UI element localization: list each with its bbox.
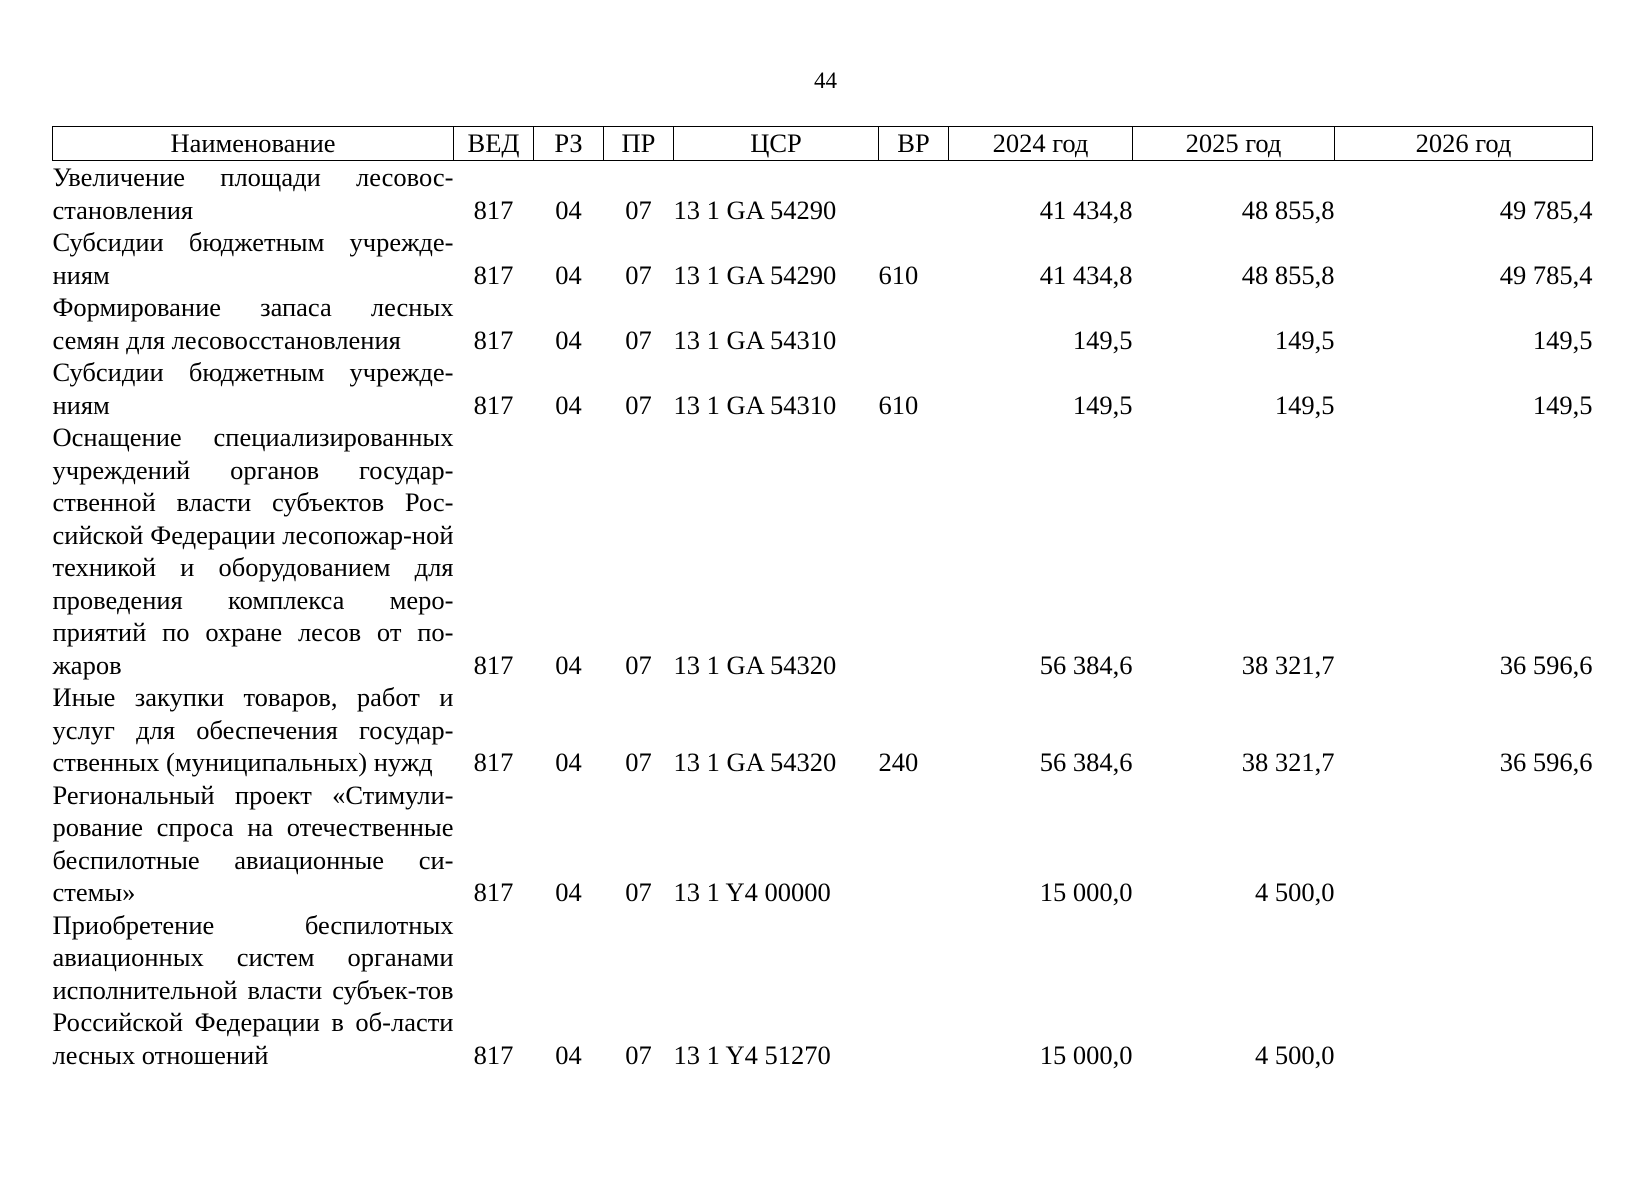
row-vr xyxy=(879,161,949,227)
row-ved: 817 xyxy=(473,259,514,290)
table-row xyxy=(53,356,1593,421)
row-pr: 07 xyxy=(625,194,652,225)
table-row xyxy=(53,681,1593,779)
header-name: Наименование xyxy=(53,127,454,161)
row-2026: 36 596,6 xyxy=(1499,649,1593,680)
row-csr: 13 1 GA 54310 xyxy=(673,389,837,420)
row-rz: 04 xyxy=(555,194,582,225)
budget-table xyxy=(52,126,1593,1071)
row-rz: 04 xyxy=(555,324,582,355)
row-2025: 38 321,7 xyxy=(1241,649,1335,680)
table-row xyxy=(53,161,1593,227)
row-name: Оснащение специализированных учреждений органов государ-ственной власти субъектов Рос-сийской Федерации лесопожар-ной техникой и оборудованием для проведения комплекса меро-приятий по охране лесов от по-жаров xyxy=(52,422,454,680)
header-rz: РЗ xyxy=(534,127,604,161)
row-ved: 817 xyxy=(473,389,514,420)
table-row xyxy=(53,421,1593,681)
row-ved: 817 xyxy=(473,324,514,355)
row-2024: 149,5 xyxy=(1072,324,1133,355)
row-2024: 41 434,8 xyxy=(1039,259,1133,290)
row-csr: 13 1 GA 54320 xyxy=(673,747,837,777)
row-2024: 41 434,8 xyxy=(1039,194,1133,225)
table-row xyxy=(53,226,1593,291)
row-csr: 13 1 Y4 51270 xyxy=(673,1039,831,1070)
row-2024: 56 384,6 xyxy=(1039,649,1133,680)
row-name: Увеличение площади лесовос-становления xyxy=(52,162,454,225)
row-csr: 13 1 GA 54290 xyxy=(673,194,837,225)
row-2024: 149,5 xyxy=(1072,389,1133,420)
row-name: Субсидии бюджетным учрежде-ниям xyxy=(52,227,454,290)
row-vr xyxy=(879,909,949,1072)
row-2025: 4 500,0 xyxy=(1255,877,1335,907)
row-2026: 49 785,4 xyxy=(1499,194,1593,225)
row-2026: 49 785,4 xyxy=(1499,259,1593,290)
header-pr: ПР xyxy=(604,127,674,161)
row-name: Региональный проект «Стимули-рование спроса на отечественные беспилотные авиационные си-стемы» xyxy=(52,779,454,907)
row-rz: 04 xyxy=(555,389,582,420)
row-pr: 07 xyxy=(625,747,652,777)
row-vr xyxy=(879,779,949,909)
row-pr: 07 xyxy=(625,259,652,290)
table-row xyxy=(53,909,1593,1072)
row-ved: 817 xyxy=(473,649,514,680)
row-2026: 36 596,6 xyxy=(1499,747,1593,777)
page-number: 44 xyxy=(814,68,837,93)
row-pr: 07 xyxy=(625,649,652,680)
row-2025: 149,5 xyxy=(1274,324,1335,355)
row-pr: 07 xyxy=(625,1039,652,1070)
header-2025: 2025 год xyxy=(1133,127,1335,161)
row-2026 xyxy=(1335,779,1593,909)
row-csr: 13 1 Y4 00000 xyxy=(673,877,831,907)
row-2025: 38 321,7 xyxy=(1241,747,1335,777)
row-ved: 817 xyxy=(473,877,514,907)
row-rz: 04 xyxy=(555,649,582,680)
header-ved: ВЕД xyxy=(454,127,534,161)
row-vr: 240 xyxy=(878,747,919,777)
row-name: Субсидии бюджетным учрежде-ниям xyxy=(52,357,454,420)
row-ved: 817 xyxy=(473,194,514,225)
row-vr: 610 xyxy=(878,389,919,420)
row-2026: 149,5 xyxy=(1532,324,1593,355)
row-pr: 07 xyxy=(625,389,652,420)
row-ved: 817 xyxy=(473,747,514,777)
header-2024: 2024 год xyxy=(949,127,1133,161)
row-rz: 04 xyxy=(555,877,582,907)
row-pr: 07 xyxy=(625,324,652,355)
row-name: Приобретение беспилотных авиационных систем органами исполнительной власти субъек-тов Российской Федерации в об-ласти лесных отношений xyxy=(52,909,454,1070)
table-row xyxy=(53,291,1593,356)
row-name: Иные закупки товаров, работ и услуг для обеспечения государ-ственных (муниципальных) нужд xyxy=(52,682,454,777)
row-vr: 610 xyxy=(878,259,919,290)
row-pr: 07 xyxy=(625,877,652,907)
row-vr xyxy=(879,421,949,681)
row-rz: 04 xyxy=(555,259,582,290)
row-csr: 13 1 GA 54310 xyxy=(673,324,837,355)
row-rz: 04 xyxy=(555,1039,582,1070)
row-2025: 48 855,8 xyxy=(1241,194,1335,225)
table-header-row xyxy=(53,127,1593,161)
header-2026: 2026 год xyxy=(1335,127,1593,161)
row-csr: 13 1 GA 54290 xyxy=(673,259,837,290)
row-ved: 817 xyxy=(473,1039,514,1070)
row-2025: 48 855,8 xyxy=(1241,259,1335,290)
row-2026: 149,5 xyxy=(1532,389,1593,420)
header-vr: ВР xyxy=(879,127,949,161)
row-2025: 4 500,0 xyxy=(1255,1039,1335,1070)
row-rz: 04 xyxy=(555,747,582,777)
row-2024: 15 000,0 xyxy=(1039,1039,1133,1070)
row-2025: 149,5 xyxy=(1274,389,1335,420)
row-2024: 56 384,6 xyxy=(1039,747,1133,777)
row-csr: 13 1 GA 54320 xyxy=(673,649,837,680)
table-row xyxy=(53,779,1593,909)
header-csr: ЦСР xyxy=(674,127,879,161)
row-name: Формирование запаса лесных семян для лесовосстановления xyxy=(52,292,454,355)
row-2024: 15 000,0 xyxy=(1039,877,1133,907)
row-vr xyxy=(879,291,949,356)
row-2026 xyxy=(1335,909,1593,1072)
